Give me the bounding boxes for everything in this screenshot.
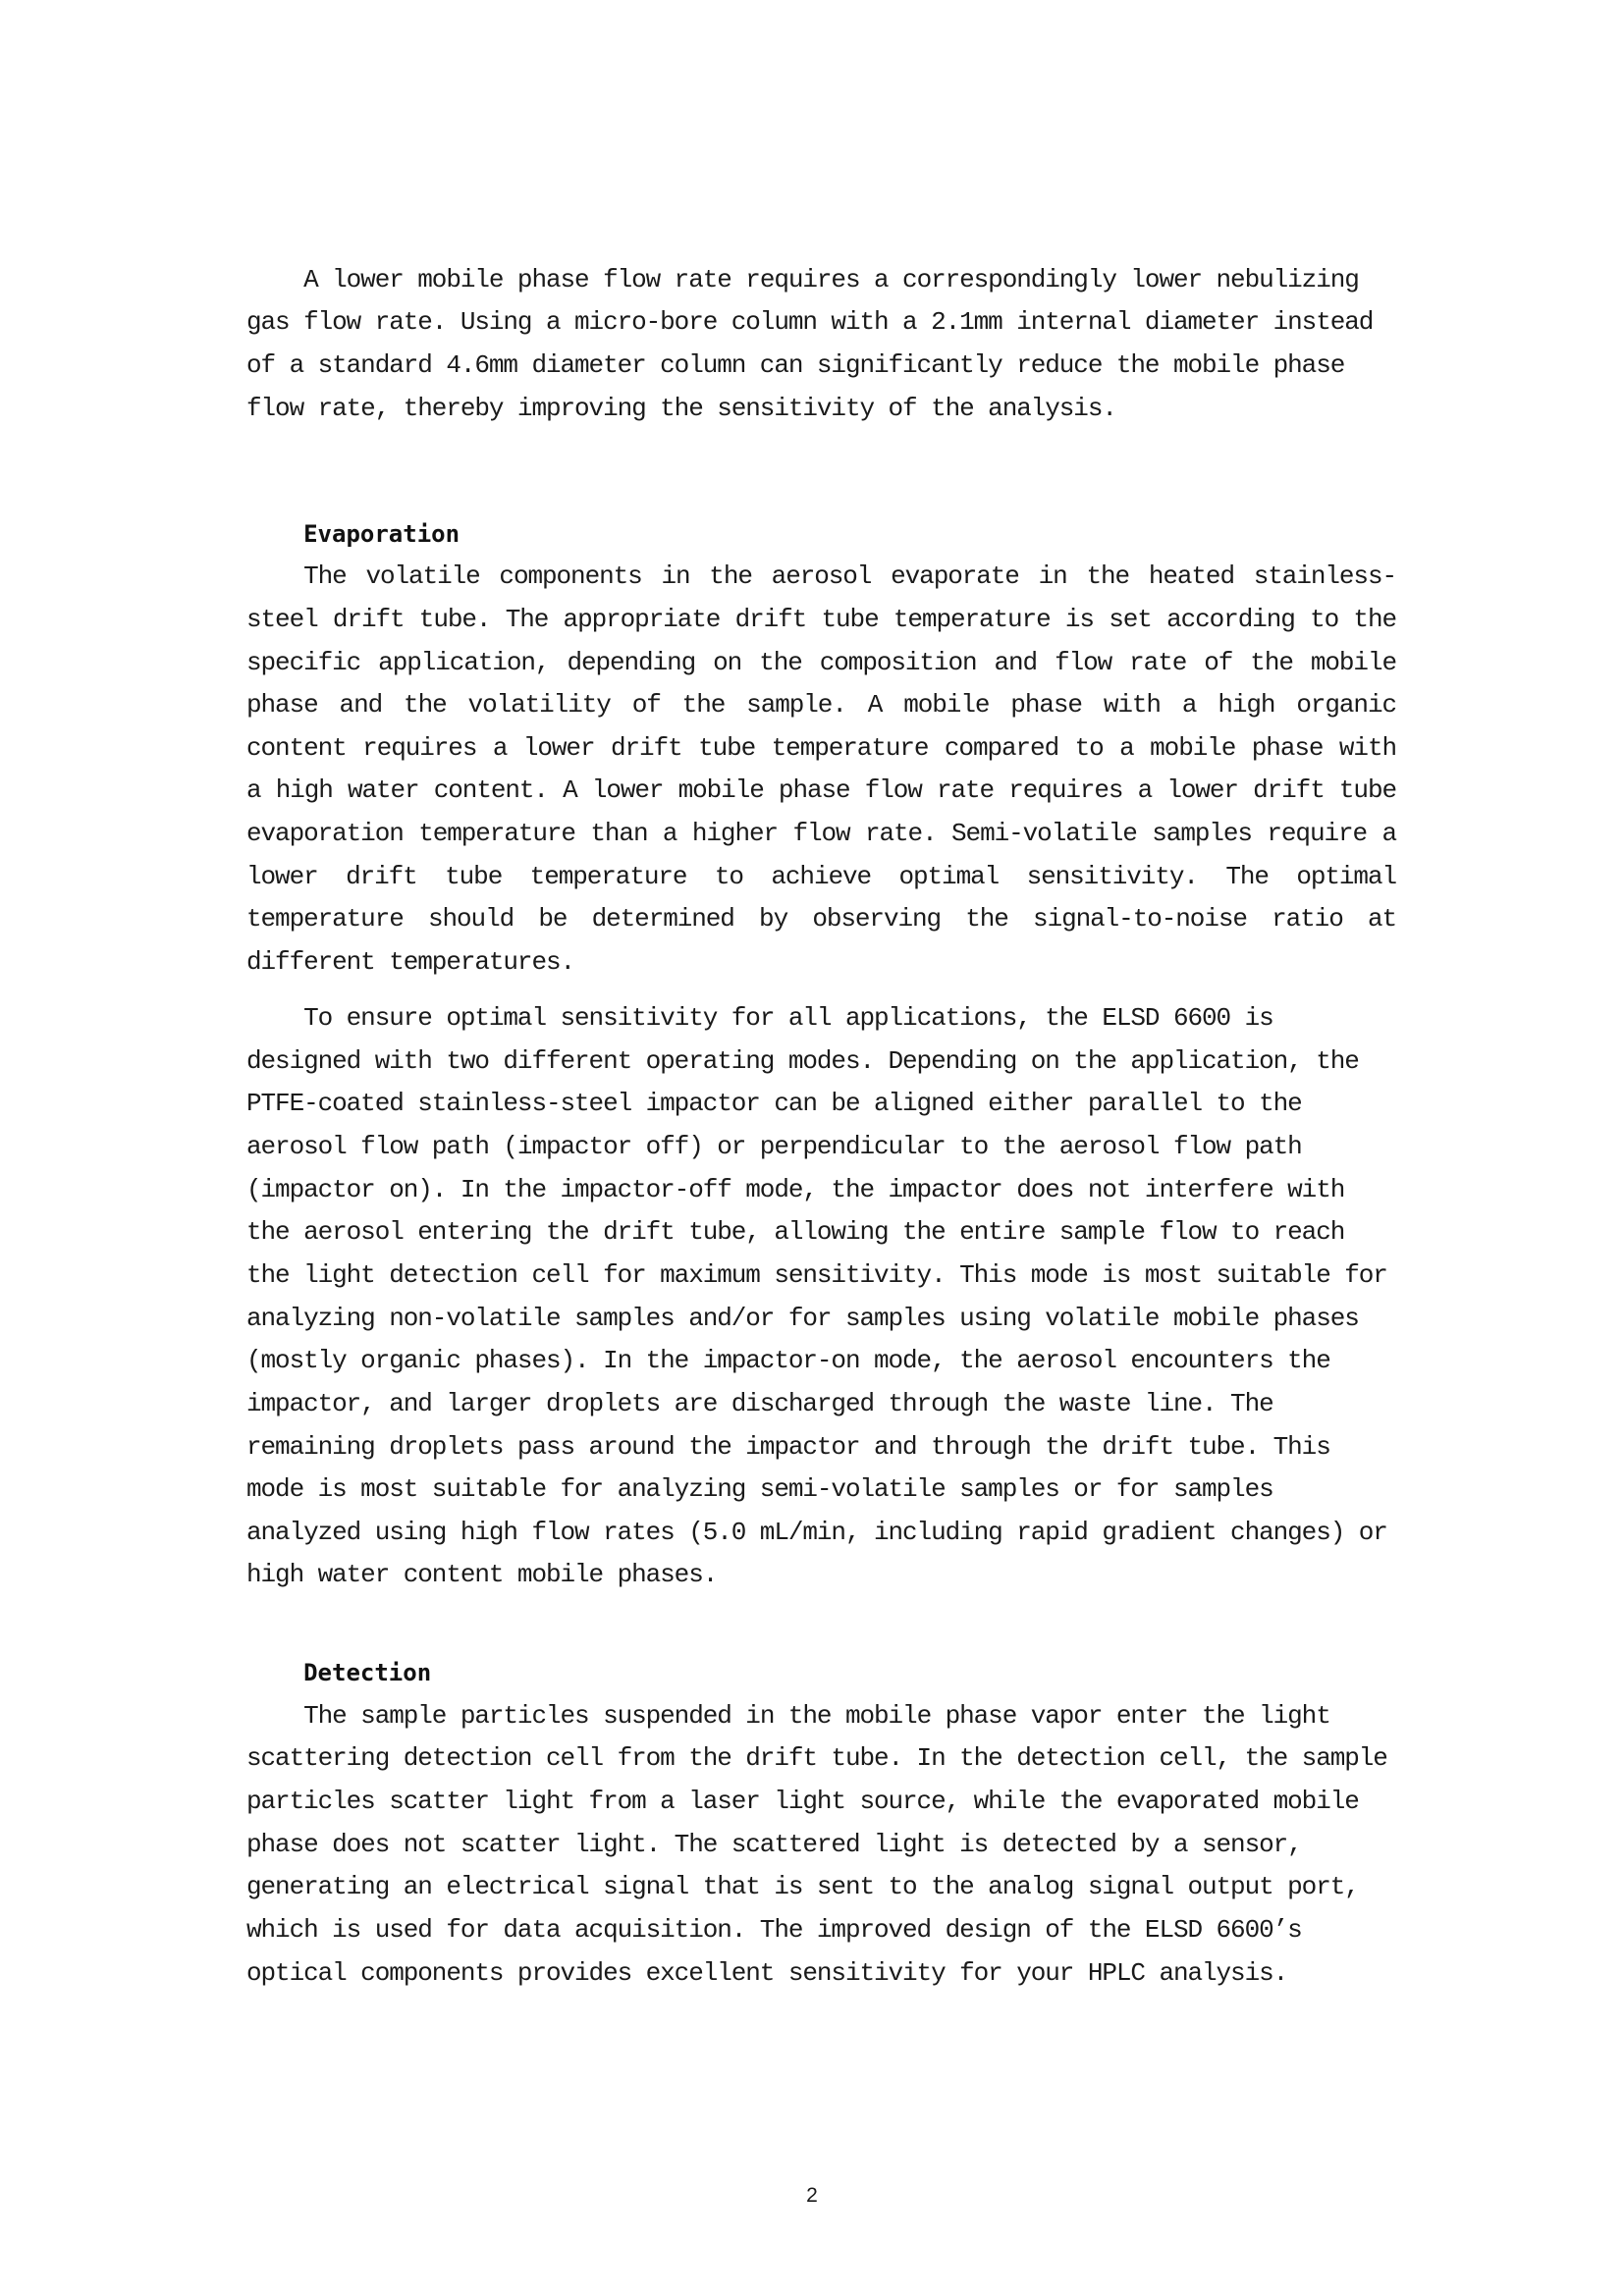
evaporation-paragraph-line: specific application, depending on the composition and flow rate of the mobile	[246, 647, 1396, 677]
evaporation-paragraph-line: evaporation temperature than a higher flow rate. Semi-volatile samples require a	[246, 819, 1396, 849]
intro-paragraph-line: flow rate, thereby improving the sensitivity of the analysis.	[246, 393, 1116, 423]
evaporation-paragraph-line: temperature should be determined by observing the signal-to-noise ratio at	[246, 904, 1396, 934]
detection-paragraph-line: which is used for data acquisition. The improved design of the ELSD 6600’s	[246, 1914, 1302, 1945]
detection-paragraph-line: generating an electrical signal that is sent to the analog signal output port,	[246, 1872, 1359, 1902]
evaporation-heading: Evaporation	[303, 519, 460, 548]
evaporation-paragraph-line: steel drift tube. The appropriate drift tube temperature is set according to the	[246, 604, 1396, 634]
detection-paragraph-line: scattering detection cell from the drift tube. In the detection cell, the sample	[246, 1743, 1387, 1774]
detection-paragraph-line: optical components provides excellent sensitivity for your HPLC analysis.	[246, 1957, 1288, 1988]
detection-paragraph-line: phase does not scatter light. The scattered light is detected by a sensor,	[246, 1829, 1302, 1859]
evaporation-paragraph-line: To ensure optimal sensitivity for all applications, the ELSD 6600 is	[303, 1003, 1273, 1034]
evaporation-paragraph-line: (impactor on). In the impactor-off mode, the impactor does not interfere with	[246, 1174, 1345, 1204]
evaporation-paragraph-line: lower drift tube temperature to achieve optimal sensitivity. The optimal	[246, 861, 1396, 891]
detection-paragraph-line: The sample particles suspended in the mobile phase vapor enter the light	[303, 1700, 1330, 1731]
evaporation-paragraph-line: the light detection cell for maximum sensitivity. This mode is most suitable for	[246, 1259, 1387, 1290]
evaporation-paragraph-line: remaining droplets pass around the impactor and through the drift tube. This	[246, 1431, 1330, 1462]
evaporation-paragraph-line: designed with two different operating modes. Depending on the application, the	[246, 1045, 1359, 1076]
page-number: 2	[806, 2184, 818, 2207]
evaporation-paragraph-line: content requires a lower drift tube temperature compared to a mobile phase with	[246, 732, 1396, 763]
evaporation-section	[246, 513, 1396, 985]
evaporation-paragraph-line: a high water content. A lower mobile phase flow rate requires a lower drift tube	[246, 775, 1396, 806]
evaporation-paragraph-line: high water content mobile phases.	[246, 1560, 718, 1590]
evaporation-paragraph-line: analyzing non-volatile samples and/or for samples using volatile mobile phases	[246, 1303, 1359, 1333]
evaporation-paragraph-line: different temperatures.	[246, 947, 575, 977]
evaporation-paragraph-line: The volatile components in the aerosol evaporate in the heated stainless-	[303, 561, 1396, 592]
evaporation-paragraph-line: impactor, and larger droplets are discharged through the waste line. The	[246, 1388, 1273, 1418]
detection-heading: Detection	[303, 1659, 432, 1687]
evaporation-paragraph-line: analyzed using high flow rates (5.0 mL/min, including rapid gradient changes) or	[246, 1517, 1387, 1547]
evaporation-paragraph-line: phase and the volatility of the sample. A mobile phase with a high organic	[246, 690, 1396, 721]
evaporation-paragraph-line: mode is most suitable for analyzing semi-volatile samples or for samples	[246, 1474, 1273, 1505]
evaporation-paragraph-1	[246, 556, 1396, 984]
intro-paragraph-line: of a standard 4.6mm diameter column can significantly reduce the mobile phase	[246, 350, 1345, 381]
evaporation-paragraph-line: (mostly organic phases). In the impactor-on mode, the aerosol encounters the	[246, 1346, 1330, 1376]
detection-paragraph-line: particles scatter light from a laser light source, while the evaporated mobile	[246, 1787, 1359, 1817]
detection-section	[246, 1652, 1396, 1995]
evaporation-paragraph-line: PTFE-coated stainless-steel impactor can be aligned either parallel to the	[246, 1089, 1302, 1119]
detection-paragraph	[246, 1695, 1396, 1995]
intro-paragraph-line: A lower mobile phase flow rate requires a correspondingly lower nebulizing	[303, 264, 1359, 294]
evaporation-paragraph-2	[246, 997, 1396, 1597]
evaporation-paragraph-line: the aerosol entering the drift tube, allowing the entire sample flow to reach	[246, 1217, 1345, 1248]
intro-paragraph-line: gas flow rate. Using a micro-bore column with a 2.1mm internal diameter instead	[246, 307, 1374, 338]
evaporation-paragraph-line: aerosol flow path (impactor off) or perpendicular to the aerosol flow path	[246, 1132, 1302, 1162]
intro-paragraph	[246, 259, 1396, 431]
